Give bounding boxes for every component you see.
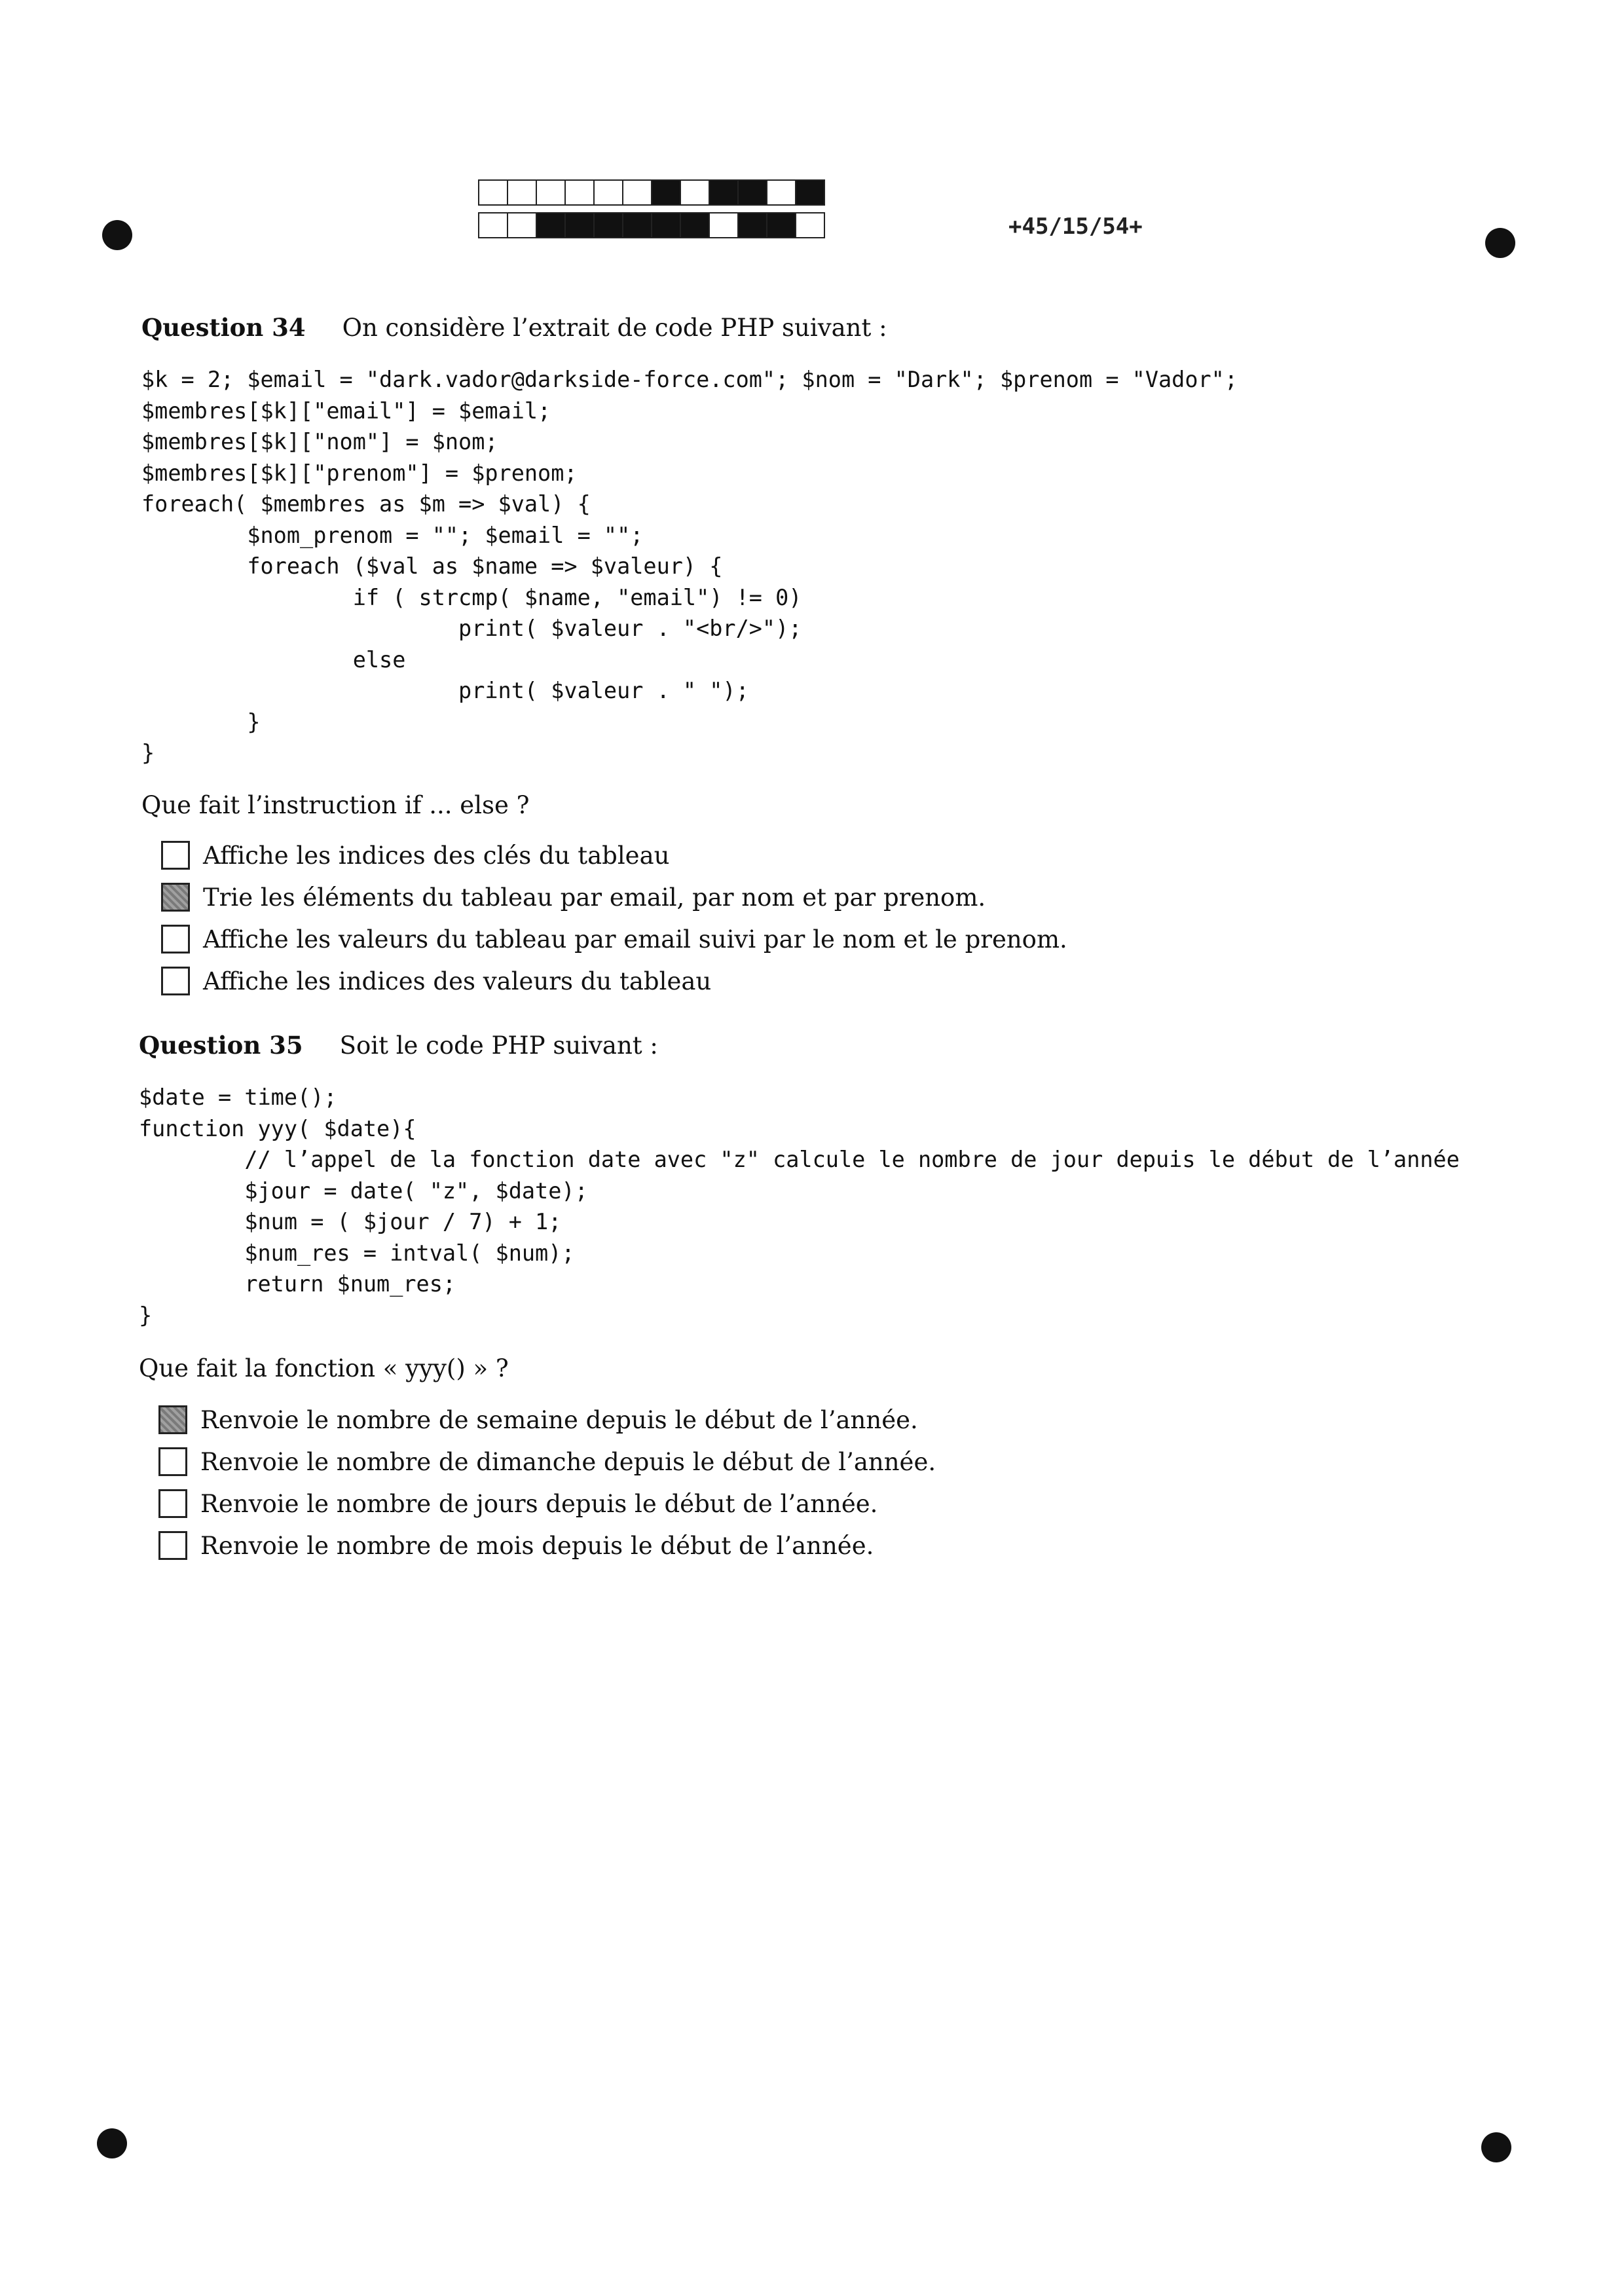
registration-mark-bottom-right: [1481, 2132, 1511, 2162]
registration-mark-top-left: [102, 220, 132, 250]
barcode-cell: [564, 179, 595, 206]
answer-label: Renvoie le nombre de semaine depuis le début de l’année.: [200, 1405, 918, 1434]
question-34-heading: [141, 313, 887, 342]
barcode-cell: [478, 212, 508, 238]
question-intro: Soit le code PHP suivant :: [339, 1031, 658, 1060]
barcode-cell: [709, 212, 739, 238]
answer-checkbox[interactable]: [158, 1405, 187, 1434]
barcode-cell: [651, 179, 681, 206]
q35-answer-2[interactable]: [158, 1447, 936, 1476]
barcode-cell: [737, 212, 767, 238]
question-34-code: $k = 2; $email = "dark.vador@darkside-force.com"; $nom = "Dark"; $prenom = "Vador"; $membres[$k]["email"] = $email; $membres[$k]["nom"] = $nom; $membres[$k]["prenom"] = $prenom; foreach( $membres as $m => $val) { $nom_prenom = ""; $email = ""; foreach ($val as $name => $valeur) { if ( strcmp( $name, "email") != 0) print( $valeur . "<br/>"); else print( $valeur . " "); } }: [141, 367, 1238, 766]
barcode-cell: [651, 212, 681, 238]
q35-answer-4[interactable]: [158, 1531, 874, 1560]
barcode-cell: [766, 212, 796, 238]
q35-answer-1[interactable]: [158, 1405, 918, 1434]
registration-mark-bottom-left: [97, 2128, 127, 2158]
barcode-cell: [593, 179, 623, 206]
answer-checkbox[interactable]: [161, 925, 190, 954]
barcode-cell: [622, 179, 652, 206]
barcode-cell: [795, 179, 825, 206]
q34-answer-2[interactable]: [161, 883, 986, 912]
answer-label: Renvoie le nombre de dimanche depuis le début de l’année.: [200, 1447, 936, 1476]
answer-checkbox[interactable]: [158, 1489, 187, 1518]
answer-label: Affiche les valeurs du tableau par email suivi par le nom et le prenom.: [203, 925, 1067, 954]
barcode-cell: [536, 179, 566, 206]
barcode-cell: [737, 179, 767, 206]
barcode-top-row: [478, 179, 824, 204]
barcode-cell: [507, 179, 537, 206]
question-intro: On considère l’extrait de code PHP suivant :: [342, 314, 887, 342]
barcode-cell: [622, 212, 652, 238]
barcode-cell: [795, 212, 825, 238]
q34-answer-4[interactable]: [161, 967, 711, 995]
registration-mark-top-right: [1485, 228, 1515, 258]
answer-label: Affiche les indices des valeurs du tableau: [203, 967, 712, 995]
question-number: Question 35: [139, 1031, 303, 1060]
barcode-cell: [478, 179, 508, 206]
question-35-heading: [139, 1031, 658, 1060]
q35-answer-3[interactable]: [158, 1489, 877, 1518]
answer-checkbox[interactable]: [158, 1531, 187, 1560]
answer-label: Renvoie le nombre de jours depuis le début de l’année.: [200, 1489, 878, 1518]
question-34-prompt: Que fait l’instruction if ... else ?: [141, 791, 530, 819]
q34-answer-3[interactable]: [161, 925, 1067, 954]
barcode-cell: [536, 212, 566, 238]
barcode-bottom-row: [478, 212, 824, 237]
barcode-cell: [766, 179, 796, 206]
barcode-cell: [680, 179, 710, 206]
barcode-cell: [680, 212, 710, 238]
barcode-cell: [507, 212, 537, 238]
answer-checkbox[interactable]: [161, 883, 190, 912]
sheet-id: +45/15/54+: [1008, 213, 1143, 240]
barcode-cell: [709, 179, 739, 206]
q34-answer-1[interactable]: [161, 841, 669, 870]
question-number: Question 34: [141, 313, 306, 342]
answer-label: Trie les éléments du tableau par email, par nom et par prenom.: [203, 883, 986, 912]
barcode-cell: [593, 212, 623, 238]
question-35-code: $date = time(); function yyy( $date){ // l’appel de la fonction date avec "z" calcule le nombre de jour depuis le début de l’année $jour = date( "z", $date); $num = ( $jour / 7) + 1; $num_res = intval( $num); return $num_res; }: [139, 1084, 1460, 1328]
answer-checkbox[interactable]: [158, 1447, 187, 1476]
answer-checkbox[interactable]: [161, 967, 190, 995]
barcode-cell: [564, 212, 595, 238]
answer-label: Renvoie le nombre de mois depuis le début de l’année.: [200, 1531, 874, 1560]
answer-checkbox[interactable]: [161, 841, 190, 870]
answer-label: Affiche les indices des clés du tableau: [203, 841, 670, 870]
question-35-prompt: Que fait la fonction « yyy() » ?: [139, 1354, 509, 1382]
